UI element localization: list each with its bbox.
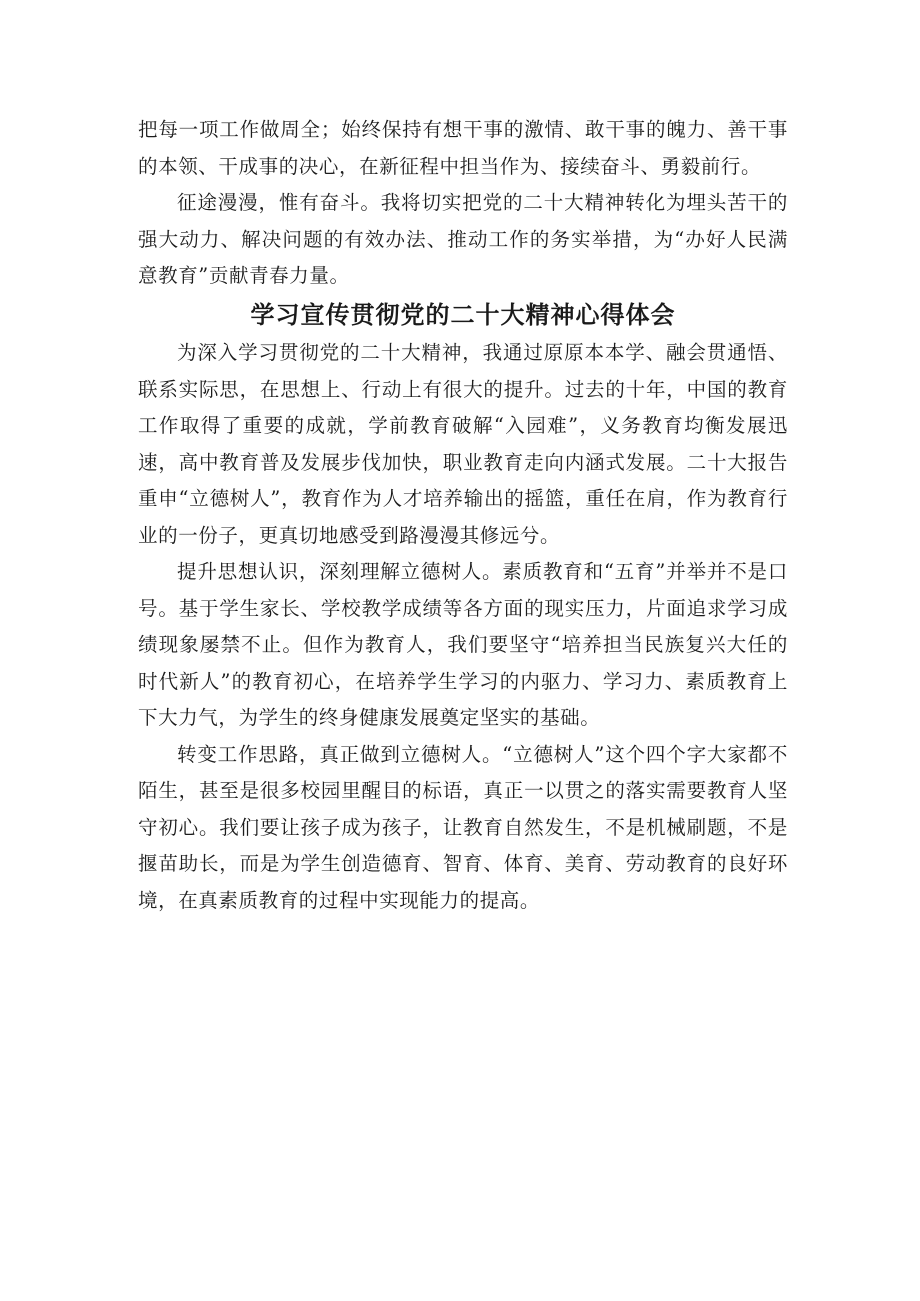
paragraph: 提升思想认识，深刻理解立德树人。素质教育和“五育”并举并不是口号。基于学生家长、学校教学成绩等各方面的现实压力，片面追求学习成绩现象屡禁不止。但作为教育人，我们要坚守“培养担当民族复兴大任的时代新人”的教育初心，在培养学生学习的内驱力、学习力、素质教育上下大力气，为学生的终身健康发展奠定坚实的基础。 [138,560,788,729]
document-body [138,112,788,919]
paragraph: 征途漫漫，惟有奋斗。我将切实把党的二十大精神转化为埋头苦干的强大动力、解决问题的有效办法、推动工作的务实举措，为“办好人民满意教育”贡献青春力量。 [138,191,788,287]
paragraph: 转变工作思路，真正做到立德树人。“立德树人”这个四个字大家都不陌生，甚至是很多校园里醒目的标语，真正一以贯之的落实需要教育人坚守初心。我们要让孩子成为孩子，让教育自然发生，不是机械刷题，不是揠苗助长，而是为学生创造德育、智育、体育、美育、劳动教育的良好环境，在真素质教育的过程中实现能力的提高。 [138,742,788,912]
section-title: 学习宣传贯彻党的二十大精神心得体会 [250,300,676,329]
paragraph: 为深入学习贯彻党的二十大精神，我通过原原本本学、融会贯通悟、联系实际思，在思想上、行动上有很大的提升。过去的十年，中国的教育工作取得了重要的成就，学前教育破解“入园难”，义务教育均衡发展迅速，高中教育普及发展步伐加快，职业教育走向内涵式发展。二十大报告重申“立德树人”，教育作为人才培养输出的摇篮，重任在肩，作为教育行业的一份子，更真切地感受到路漫漫其修远兮。 [138,341,788,547]
paragraph-continued: 把每一项工作做周全；始终保持有想干事的激情、敢干事的魄力、善干事的本领、干成事的决心，在新征程中担当作为、接续奋斗、勇毅前行。 [138,118,788,178]
